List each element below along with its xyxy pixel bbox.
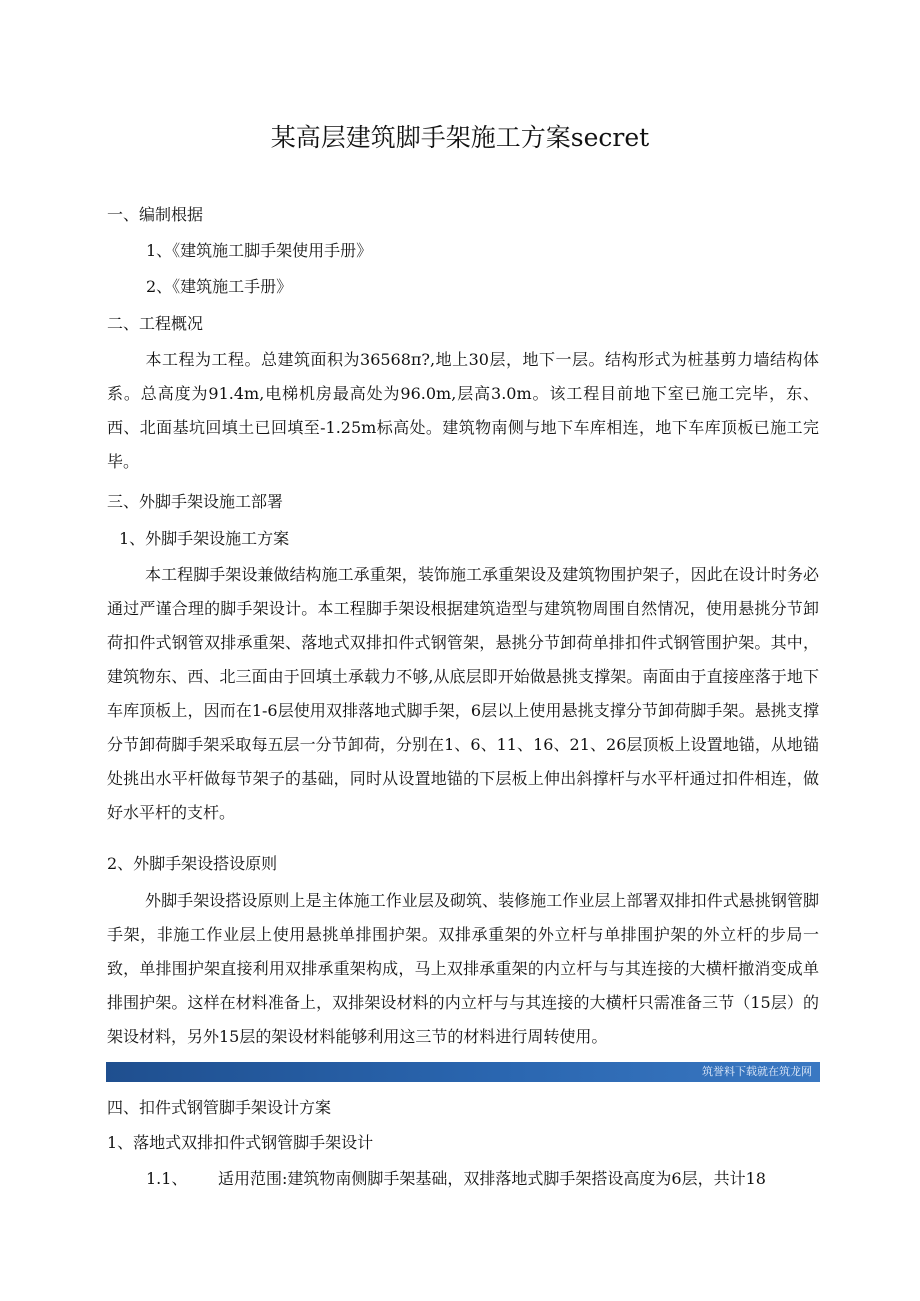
subheading-erection-principle: 2、外脚手架设搭设原则 [107,854,278,873]
erection-principle-paragraph-text: 外脚手架设搭设原则上是主体施工作业层及砌筑、装修施工作业层上部署双排扣件式悬挑钢管脚手架，非施工作业层上使用悬挑单排围护架。双排承重架的外立杆与单排围护架的外立杆的步局一致，单排围护架直接利用双排承重架构成，马上双排承重架的内立杆与与其连接的大横杆撤消变成单排围护架。这样在材料准备上，双排架设材料的内立杆与与其连接的大横杆只需准备三节（15层）的架设材料，另外15层的架设材料能够利用这三节的材料进行周转使用。 [107,891,819,1046]
reference-item-2: 2、《建筑施工手册》 [146,277,293,296]
reference-item-1: 1、《建筑施工脚手架使用手册》 [146,241,373,260]
section-heading-overview: 二、工程概况 [107,314,204,333]
subheading-floor-scaffold-design: 1、落地式双排扣件式钢管脚手架设计 [107,1133,374,1152]
overview-paragraph-text: 本工程为工程。总建筑面积为36568π?,地上30层，地下一层。结构形式为桩基剪力墙结构体系。总高度为91.4m,电梯机房最高处为96.0m,层高3.0m。该工程目前地下室已施工完毕，东、西、北面基坑回填土已回填至-1.25m标高处。建筑物南侧与地下车库相连，地下车库顶板已施工完毕。 [107,350,819,471]
item-number: 1.1、 [146,1169,188,1188]
item-text: 适用范围:建筑物南侧脚手架基础，双排落地式脚手架搭设高度为6层，共计18 [218,1169,766,1188]
section-heading-deployment: 三、外脚手架设施工部署 [107,492,284,511]
erection-principle-paragraph [107,884,819,1054]
list-item [146,1165,820,1193]
section-heading-design: 四、扣件式钢管脚手架设计方案 [107,1098,332,1117]
banner-text: 筑誉料下载就在筑龙网 [702,1065,812,1078]
document-title: 某高层建筑脚手架施工方案secret [270,123,650,152]
section-heading-basis: 一、编制根据 [107,205,204,224]
scaffold-plan-paragraph-text: 本工程脚手架设兼做结构施工承重架，装饰施工承重架设及建筑物围护架子，因此在设计时务必通过严谨合理的脚手架设计。本工程脚手架设根据建筑造型与建筑物周围自然情况，使用悬挑分节卸荷扣件式钢管双排承重架、落地式双排扣件式钢管架，悬挑分节卸荷单排扣件式钢管围护架。其中，建筑物东、西、北三面由于回填土承载力不够,从底层即开始做悬挑支撑架。南面由于直接座落于地下车库顶板上，因而在1-6层使用双排落地式脚手架，6层以上使用悬挑支撑分节卸荷脚手架。悬挑支撑分节卸荷脚手架采取每五层一分节卸荷，分别在1、6、11、16、21、26层顶板上设置地锚，从地锚处挑出水平杆做每节架子的基础，同时从设置地锚的下层板上伸出斜撑杆与水平杆通过扣件相连，做好水平杆的支杆。 [107,565,819,822]
scaffold-plan-paragraph [107,558,819,830]
overview-paragraph [107,343,819,479]
watermark-banner [106,1062,820,1082]
subheading-scaffold-plan: 1、外脚手架设施工方案 [119,529,290,548]
